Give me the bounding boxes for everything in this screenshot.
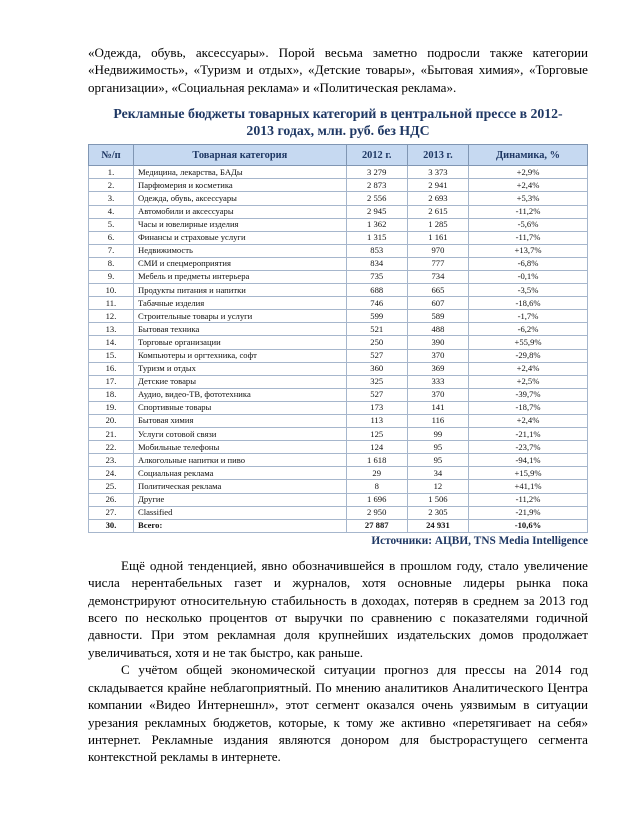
row-2012: 746 [346,297,407,310]
row-category: Другие [134,493,347,506]
table-row [89,192,588,205]
body-paragraph-1: Ещё одной тенденцией, явно обозначившейся в прошлом году, стало увеличение числа нерентабельных газет и журналов, хотя основные лидеры рынка пока демонстрируют относительную стабильность в доходах, потеряв в среднем за 2013 год всего по несколько процентов от выручки по сравнению с показателями годичной давности. При этом рекламная доля крупнейших издательских домов продолжает увеличиваться, хотя и не так быстро, как раньше. [88,557,588,660]
header-2012: 2012 г. [346,145,407,166]
row-index: 6. [89,231,134,244]
row-category: Торговые организации [134,336,347,349]
row-index: 14. [89,336,134,349]
row-category: Туризм и отдых [134,362,347,375]
table-row [89,493,588,506]
row-dynamics: -11,7% [469,231,588,244]
row-2013: 390 [407,336,468,349]
row-2013: 370 [407,388,468,401]
table-row [89,480,588,493]
row-2013: 24 931 [407,519,468,532]
header-index: №/п [89,145,134,166]
row-dynamics: -11,2% [469,493,588,506]
table-row [89,323,588,336]
row-index: 22. [89,441,134,454]
row-category: Продукты питания и напитки [134,284,347,297]
row-2013: 665 [407,284,468,297]
row-2013: 3 373 [407,166,468,179]
row-2013: 589 [407,310,468,323]
row-category: Classified [134,506,347,519]
row-2013: 2 941 [407,179,468,192]
row-2013: 2 693 [407,192,468,205]
row-2012: 1 362 [346,218,407,231]
row-dynamics: +41,1% [469,480,588,493]
row-dynamics: -10,6% [469,519,588,532]
row-index: 8. [89,257,134,270]
row-2012: 360 [346,362,407,375]
row-category: Всего: [134,519,347,532]
row-2013: 333 [407,375,468,388]
row-category: Часы и ювелирные изделия [134,218,347,231]
table-row [89,441,588,454]
row-dynamics: +13,7% [469,244,588,257]
header-2013: 2013 г. [407,145,468,166]
row-dynamics: +2,5% [469,375,588,388]
body-paragraph-2: С учётом общей экономической ситуации прогноз для прессы на 2014 год складывается крайне неблагоприятный. По мнению аналитиков Аналитического Центра компании «Видео Интернешнл», этот сегмент оказался очень уязвимым в ситуации урезания рекламных бюджетов, которые, к тому же активно «перетягивает на себя» интернет. Рекламные издания являются донором для быстрорастущего сегмента контекстной рекламы в интернете. [88,662,588,765]
table-source: Источники: АЦВИ, TNS Media Intelligence [371,534,588,547]
row-dynamics: +5,3% [469,192,588,205]
row-dynamics: +15,9% [469,467,588,480]
row-dynamics: -1,7% [469,310,588,323]
row-category: Парфюмерия и косметика [134,179,347,192]
row-index: 15. [89,349,134,362]
row-index: 16. [89,362,134,375]
row-category: СМИ и спецмероприятия [134,257,347,270]
row-index: 3. [89,192,134,205]
table-body [89,166,588,533]
row-dynamics: -5,6% [469,218,588,231]
table-row [89,454,588,467]
row-category: Компьютеры и оргтехника, софт [134,349,347,362]
row-2013: 970 [407,244,468,257]
row-2012: 3 279 [346,166,407,179]
table-row [89,428,588,441]
intro-paragraph: «Одежда, обувь, аксессуары». Порой весьма заметно подросли также категории «Недвижимость», «Туризм и отдых», «Детские товары», «Бытовая химия», «Торговые организации», «Социальная реклама» и «Политическая реклама». [88,45,588,95]
row-2013: 370 [407,349,468,362]
row-index: 23. [89,454,134,467]
row-2012: 2 556 [346,192,407,205]
row-2012: 250 [346,336,407,349]
row-index: 11. [89,297,134,310]
row-index: 25. [89,480,134,493]
row-index: 27. [89,506,134,519]
row-category: Мебель и предметы интерьера [134,270,347,283]
row-dynamics: -21,9% [469,506,588,519]
row-2013: 734 [407,270,468,283]
document-page [88,44,588,766]
row-2013: 488 [407,323,468,336]
row-2012: 27 887 [346,519,407,532]
row-2013: 95 [407,441,468,454]
table-row [89,179,588,192]
table-row [89,270,588,283]
table-row [89,231,588,244]
row-dynamics: +2,4% [469,415,588,428]
row-2013: 2 305 [407,506,468,519]
row-category: Социальная реклама [134,467,347,480]
row-2013: 777 [407,257,468,270]
table-row [89,310,588,323]
table-row [89,244,588,257]
row-index: 18. [89,388,134,401]
row-dynamics: -11,2% [469,205,588,218]
row-index: 20. [89,415,134,428]
row-2012: 688 [346,284,407,297]
row-index: 13. [89,323,134,336]
table-row [89,284,588,297]
ad-budget-table [88,144,588,533]
row-category: Одежда, обувь, аксессуары [134,192,347,205]
row-2012: 834 [346,257,407,270]
row-2013: 1 285 [407,218,468,231]
table-row [89,401,588,414]
table-row [89,218,588,231]
table-header-row [89,145,588,166]
row-category: Бытовая химия [134,415,347,428]
row-category: Алкогольные напитки и пиво [134,454,347,467]
row-category: Медицина, лекарства, БАДы [134,166,347,179]
table-row [89,388,588,401]
table-row [89,506,588,519]
row-2012: 173 [346,401,407,414]
row-category: Бытовая техника [134,323,347,336]
row-dynamics: -21,1% [469,428,588,441]
row-2012: 1 696 [346,493,407,506]
row-dynamics: -0,1% [469,270,588,283]
table-row [89,257,588,270]
row-index: 7. [89,244,134,257]
row-2013: 12 [407,480,468,493]
row-dynamics: +2,4% [469,179,588,192]
row-index: 1. [89,166,134,179]
row-index: 19. [89,401,134,414]
table-row [89,375,588,388]
table-row [89,336,588,349]
row-category: Детские товары [134,375,347,388]
row-2012: 8 [346,480,407,493]
row-index: 12. [89,310,134,323]
row-2013: 141 [407,401,468,414]
row-dynamics: +2,4% [469,362,588,375]
row-2013: 99 [407,428,468,441]
row-2012: 2 945 [346,205,407,218]
table-row [89,519,588,532]
row-category: Табачные изделия [134,297,347,310]
row-dynamics: -29,8% [469,349,588,362]
row-2012: 521 [346,323,407,336]
row-index: 4. [89,205,134,218]
table-row [89,349,588,362]
row-index: 5. [89,218,134,231]
header-category: Товарная категория [134,145,347,166]
row-index: 17. [89,375,134,388]
header-dynamics: Динамика, % [469,145,588,166]
row-2013: 34 [407,467,468,480]
row-dynamics: +55,9% [469,336,588,349]
row-2012: 1 618 [346,454,407,467]
row-category: Политическая реклама [134,480,347,493]
row-dynamics: -39,7% [469,388,588,401]
row-dynamics: -94,1% [469,454,588,467]
row-2012: 735 [346,270,407,283]
row-2013: 1 161 [407,231,468,244]
row-dynamics: -6,2% [469,323,588,336]
row-2013: 95 [407,454,468,467]
row-2013: 607 [407,297,468,310]
row-2013: 2 615 [407,205,468,218]
row-dynamics: -6,8% [469,257,588,270]
row-2013: 116 [407,415,468,428]
row-dynamics: -18,6% [469,297,588,310]
row-index: 26. [89,493,134,506]
row-category: Финансы и страховые услуги [134,231,347,244]
row-dynamics: +2,9% [469,166,588,179]
row-2013: 369 [407,362,468,375]
row-index: 9. [89,270,134,283]
row-dynamics: -18,7% [469,401,588,414]
table-row [89,362,588,375]
table-row [89,415,588,428]
row-2012: 124 [346,441,407,454]
row-2012: 29 [346,467,407,480]
row-category: Спортивные товары [134,401,347,414]
row-2012: 527 [346,349,407,362]
row-2012: 125 [346,428,407,441]
row-index: 30. [89,519,134,532]
row-dynamics: -23,7% [469,441,588,454]
row-2012: 853 [346,244,407,257]
table-row [89,205,588,218]
row-category: Автомобили и аксессуары [134,205,347,218]
row-dynamics: -3,5% [469,284,588,297]
row-category: Аудио, видео-ТВ, фототехника [134,388,347,401]
table-row [89,297,588,310]
row-category: Мобильные телефоны [134,441,347,454]
row-2013: 1 506 [407,493,468,506]
row-2012: 599 [346,310,407,323]
row-2012: 527 [346,388,407,401]
row-category: Недвижимость [134,244,347,257]
row-index: 24. [89,467,134,480]
row-2012: 113 [346,415,407,428]
row-index: 21. [89,428,134,441]
row-category: Строительные товары и услуги [134,310,347,323]
table-title: Рекламные бюджеты товарных категорий в центральной прессе в 2012-2013 годах, млн. руб. без НДС [113,106,563,139]
row-category: Услуги сотовой связи [134,428,347,441]
row-index: 10. [89,284,134,297]
row-2012: 2 873 [346,179,407,192]
table-row [89,467,588,480]
table-row [89,166,588,179]
row-index: 2. [89,179,134,192]
row-2012: 1 315 [346,231,407,244]
row-2012: 325 [346,375,407,388]
row-2012: 2 950 [346,506,407,519]
